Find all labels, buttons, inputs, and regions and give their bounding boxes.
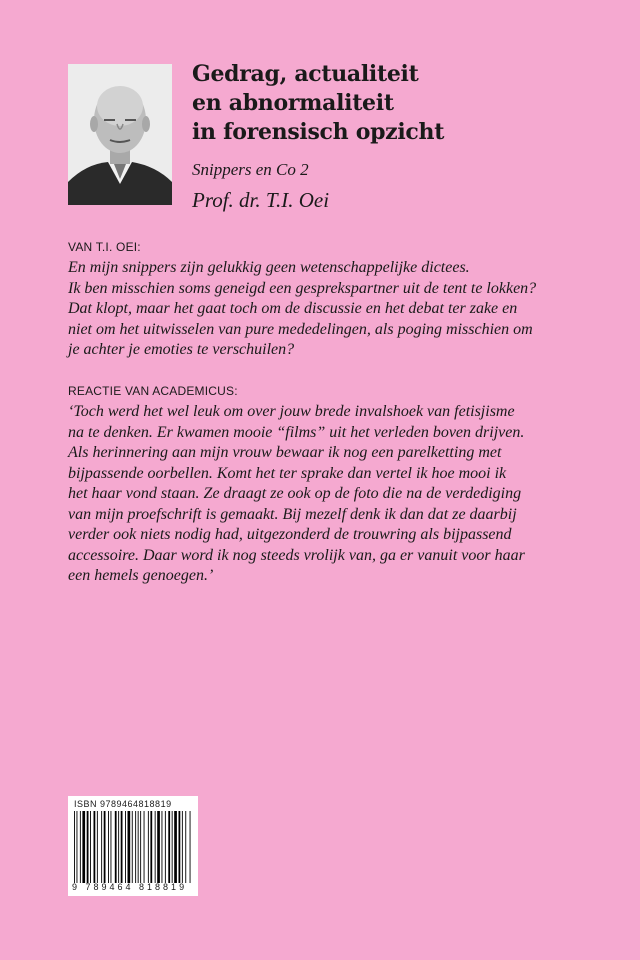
statement-line: je achter je emoties te verschuilen? <box>68 341 295 358</box>
barcode-bar <box>121 811 123 883</box>
barcode-bar <box>174 811 177 883</box>
barcode-bar <box>90 811 91 883</box>
book-subtitle: Snippers en Co 2 <box>192 160 309 179</box>
reaction-line: Als herinnering aan mijn vrouw bewaar ik nog een parelketting met <box>68 444 502 461</box>
statement-line: En mijn snippers zijn gelukkig geen wetenschappelijke dictees. <box>68 259 470 276</box>
author-photo <box>68 64 172 205</box>
statement-line: Ik ben misschien soms geneigd een gesprekspartner uit de tent te lokken? <box>68 279 537 297</box>
barcode-bar <box>150 811 152 883</box>
barcode-bar <box>168 811 170 883</box>
barcode-bar <box>179 811 181 883</box>
barcode-bar <box>190 811 191 883</box>
barcode-bar <box>155 811 156 883</box>
barcode-bar <box>148 811 149 883</box>
barcode-bar <box>104 811 106 883</box>
barcode-bar <box>157 811 160 883</box>
statement-line: Dat klopt, maar het gaat toch om de discussie en het debat ter zake en <box>68 300 518 317</box>
reaction-line: van mijn proefschrift is gemaakt. Bij mezelf denk ik dan dat ze daarbij <box>68 505 517 523</box>
barcode-bar <box>82 811 85 883</box>
section-heading-reaction: REACTIE VAN ACADEMICUS: <box>68 384 238 398</box>
barcode-bar <box>140 811 141 883</box>
barcode-bar <box>135 811 136 883</box>
book-author: Prof. dr. T.I. Oei <box>192 188 330 212</box>
isbn-label: ISBN 9789464818819 <box>74 799 172 809</box>
reaction-line: bijpassende oorbellen. Komt het ter sprake dan vertel ik hoe mooi ik <box>68 464 507 482</box>
statement-line: niet om het uitwisselen van pure mededelingen, als poging misschien om <box>68 320 533 338</box>
barcode-bar <box>182 811 183 883</box>
barcode-bar <box>97 811 98 883</box>
reaction-line: verder ook niets nodig had, uitgezonderd de trouwring als bijpassend <box>68 526 512 543</box>
barcode-bar <box>125 811 126 883</box>
section-heading-author: VAN T.I. OEI: <box>68 240 141 254</box>
barcode-digits: 9 789464 818819 <box>72 882 188 892</box>
barcode-bar <box>115 811 117 883</box>
barcode-bars <box>74 811 192 883</box>
barcode-bar <box>172 811 173 883</box>
barcode-bar <box>144 811 145 883</box>
barcode-bar <box>128 811 131 883</box>
barcode-bar <box>162 811 163 883</box>
book-title: Gedrag, actualiteit en abnormaliteit in forensisch opzicht <box>192 61 445 145</box>
reaction-line: ‘Toch werd het wel leuk om over jouw brede invalshoek van fetisjisme <box>68 403 515 420</box>
isbn-barcode <box>68 796 198 896</box>
barcode-bar <box>101 811 102 883</box>
barcode-bar <box>94 811 96 883</box>
barcode-bar <box>77 811 78 883</box>
barcode-bar <box>87 811 89 883</box>
barcode-bar <box>118 811 119 883</box>
barcode-bar <box>165 811 166 883</box>
reaction-line: na te denken. Er kwamen mooie “films” uit het verleden boven drijven. <box>68 423 525 441</box>
barcode-bar <box>185 811 186 883</box>
reaction-line: het haar vond staan. Ze draagt ze ook op de foto die na de verdediging <box>68 485 522 502</box>
barcode-bar <box>138 811 139 883</box>
barcode-bar <box>111 811 112 883</box>
reaction-line: accessoire. Daar word ik nog steeds vrolijk van, ga er vanuit voor haar <box>68 546 525 564</box>
author-statement <box>68 258 628 361</box>
barcode-bar <box>80 811 81 883</box>
barcode-bar <box>74 811 75 883</box>
barcode-bar <box>132 811 133 883</box>
barcode-bar <box>108 811 109 883</box>
reaction-line: een hemels genoegen.’ <box>68 567 214 584</box>
academic-reaction <box>68 402 628 587</box>
